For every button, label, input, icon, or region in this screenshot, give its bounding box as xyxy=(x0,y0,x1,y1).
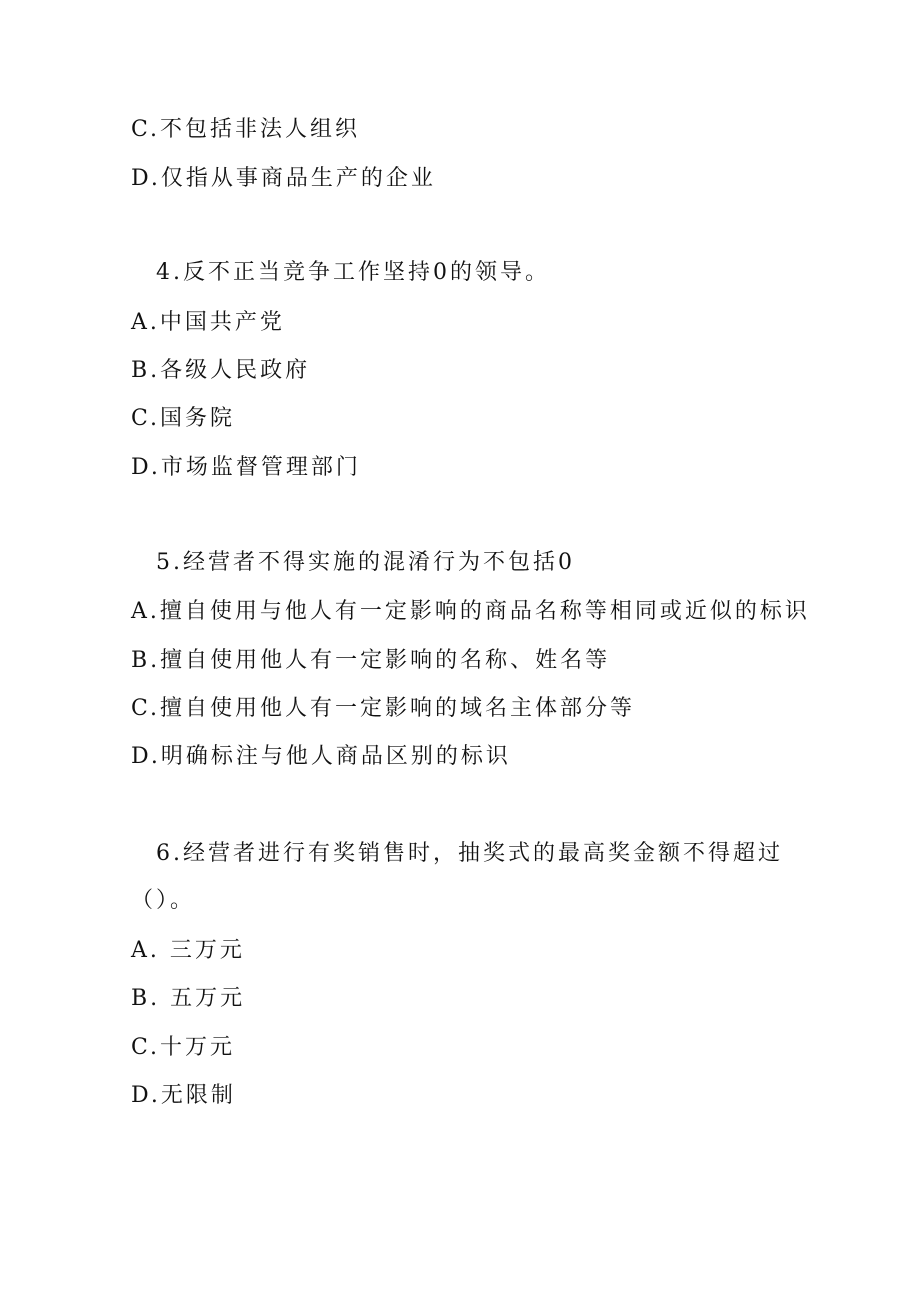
q5-stem: 5.经营者不得实施的混淆行为不包括0 xyxy=(156,550,575,575)
q5-option-b: B.擅自使用他人有一定影响的名称、姓名等 xyxy=(131,648,611,673)
q3-option-d: D.仅指从事商品生产的企业 xyxy=(131,166,436,191)
q4-option-d: D.市场监督管理部门 xyxy=(131,455,361,480)
q5-option-c: C.擅自使用他人有一定影响的域名主体部分等 xyxy=(131,696,636,721)
q4-option-a: A.中国共产党 xyxy=(131,310,285,335)
q5-option-d: D.明确标注与他人商品区别的标识 xyxy=(131,744,511,769)
q6-stem-line1: 6.经营者进行有奖销售时，抽奖式的最高奖金额不得超过 xyxy=(156,841,783,866)
q5-option-a: A.擅自使用与他人有一定影响的商品名称等相同或近似的标识 xyxy=(131,599,810,624)
q6-option-c: C.十万元 xyxy=(131,1035,236,1060)
q4-option-c: C.国务院 xyxy=(131,406,236,431)
q4-option-b: B.各级人民政府 xyxy=(131,358,311,383)
q4-stem: 4.反不正当竞争工作坚持0的领导。 xyxy=(156,260,550,285)
q6-option-a: A. 三万元 xyxy=(131,938,245,963)
q6-option-b: B. 五万元 xyxy=(131,986,246,1011)
q6-option-d: D.无限制 xyxy=(131,1083,236,1108)
q6-stem-line2: （）。 xyxy=(131,888,196,913)
q3-option-c: C.不包括非法人组织 xyxy=(131,117,361,142)
